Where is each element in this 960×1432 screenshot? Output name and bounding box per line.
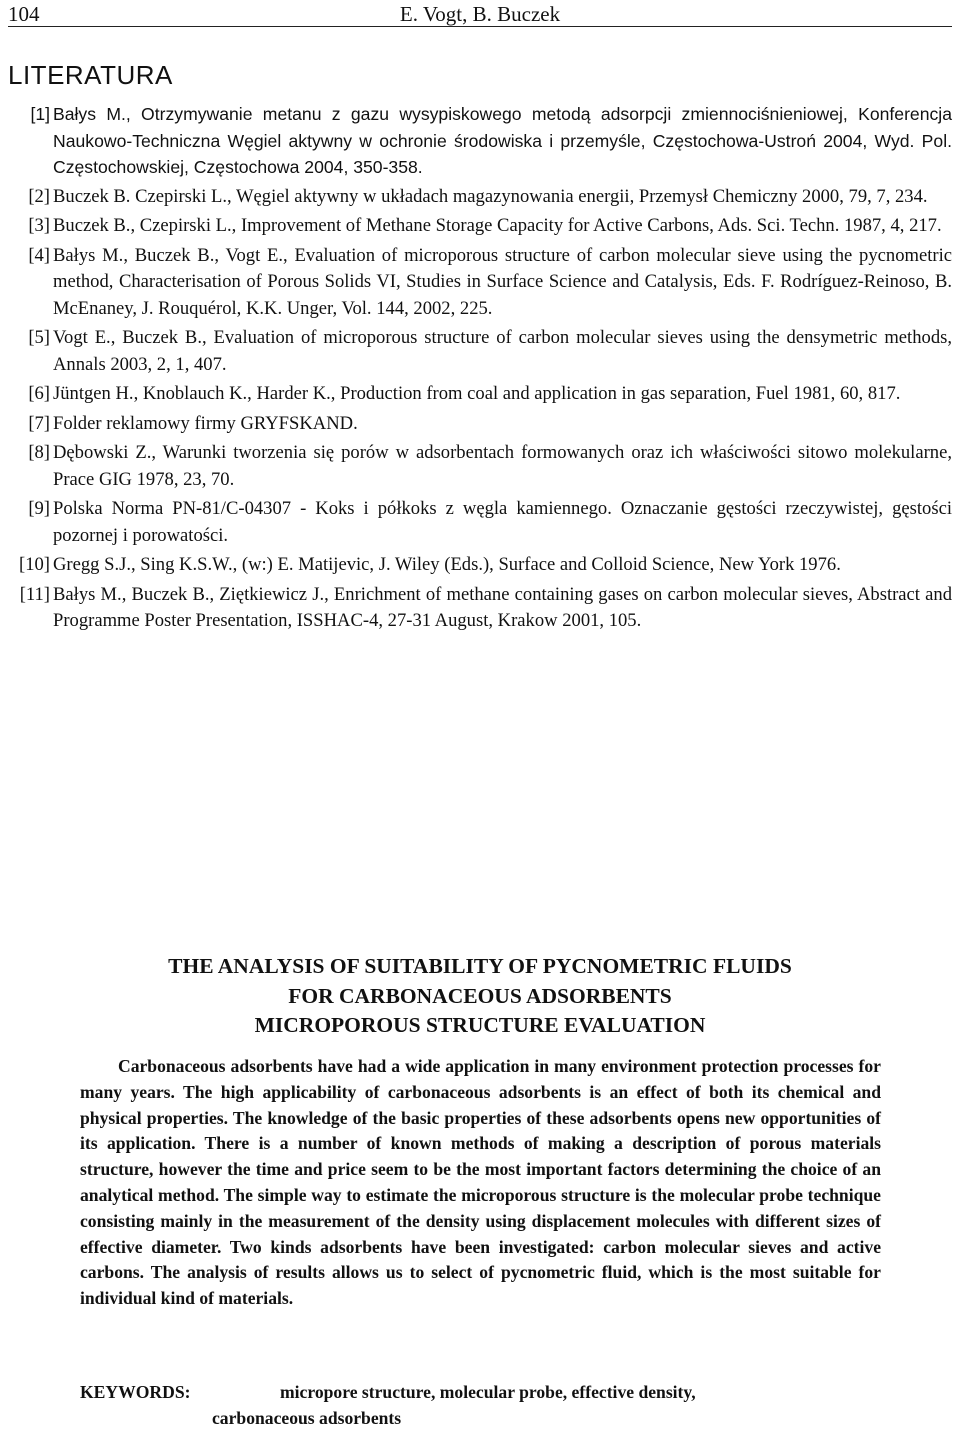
reference-text: Buczek B. Czepirski L., Węgiel aktywny w układach magazynowania energii, Przemysł Chemiczny 2000, 79, 7, 234. xyxy=(53,185,928,207)
reference-item xyxy=(8,496,952,549)
reference-number: [1] xyxy=(30,104,50,124)
keywords xyxy=(80,1380,881,1432)
reference-item xyxy=(8,325,952,378)
reference-item xyxy=(8,213,952,240)
reference-number: [2] xyxy=(28,185,50,207)
section-title: LITERATURA xyxy=(8,60,173,90)
reference-item xyxy=(8,381,952,408)
reference-text: Polska Norma PN-81/C-04307 - Koks i półkoks z węgla kamiennego. Oznaczanie gęstości rzeczywistej, gęstości pozornej i porowatości. xyxy=(53,498,952,546)
reference-item xyxy=(8,184,952,211)
reference-text: Vogt E., Buczek B., Evaluation of microporous structure of carbon molecular sieves using the densymetric methods, Annals 2003, 2, 1, 407. xyxy=(53,327,952,375)
reference-text: Bałys M., Buczek B., Vogt E., Evaluation of microporous structure of carbon molecular sieve using the pycnometric method, Characterisation of Porous Solids VI, Studies in Surface Science and Catalysis, Eds. F. Rodríguez-Reinoso, B. McEnaney, J. Rouquérol, K.K. Unger, Vol. 144, 2002, 225. xyxy=(53,244,952,319)
abstract-title-line: MICROPOROUS STRUCTURE EVALUATION xyxy=(254,1013,706,1037)
running-title: E. Vogt, B. Buczek xyxy=(399,2,561,26)
reference-text: Dębowski Z., Warunki tworzenia się porów w adsorbentach formowanych oraz ich właściwości sitowo molekularne, Prace GIG 1978, 23, 70. xyxy=(53,442,952,490)
reference-text: Jüntgen H., Knoblauch K., Harder K., Production from coal and application in gas separation, Fuel 1981, 60, 817. xyxy=(53,383,901,404)
keywords-line-2: carbonaceous adsorbents xyxy=(212,1407,402,1428)
keywords-line-1: micropore structure, molecular probe, effective density, xyxy=(280,1382,696,1402)
reference-number: [7] xyxy=(28,412,50,434)
reference-number: [6] xyxy=(28,383,50,404)
reference-item xyxy=(8,440,952,493)
abstract-title-line: FOR CARBONACEOUS ADSORBENTS xyxy=(288,983,672,1008)
abstract-title xyxy=(0,952,960,1041)
reference-item xyxy=(8,101,952,181)
reference-number: [10] xyxy=(19,554,50,575)
reference-number: [11] xyxy=(19,583,50,605)
reference-number: [4] xyxy=(28,244,50,266)
reference-item xyxy=(8,243,952,323)
abstract-title-line: THE ANALYSIS OF SUITABILITY OF PYCNOMETRIC FLUIDS xyxy=(168,954,792,978)
page-number: 104 xyxy=(8,2,40,26)
reference-number: [5] xyxy=(28,327,50,348)
reference-number: [8] xyxy=(28,442,50,463)
reference-item xyxy=(8,411,952,438)
keywords-label: KEYWORDS: xyxy=(80,1382,191,1402)
running-header xyxy=(8,0,952,27)
reference-text: Folder reklamowy firmy GRYFSKAND. xyxy=(53,412,358,434)
reference-item xyxy=(8,582,952,635)
abstract-body: Carbonaceous adsorbents have had a wide application in many environment protection processes for many years. The high applicability of carbonaceous adsorbents is an effect of both its chemical and physical properties. The knowledge of the basic properties of these adsorbents opens new opportunities of its application. There is a number of known methods of making a description of porous materials structure, however the time and price seem to be the most important factors determining the choice of an analytical method. The simple way to estimate the microporous structure is the molecular probe technique consisting mainly in the measurement of the density using displacement molecules with different sizes of effective diameter. Two kinds adsorbents have been investigated: carbon molecular sieves and active carbons. The analysis of results allows us to select of pycnometric fluid, which is the most suitable for individual kind of materials. xyxy=(80,1056,881,1309)
reference-text: Bałys M., Otrzymywanie metanu z gazu wysypiskowego metodą adsorpcji zmiennociśnieniowej, Konferencja Naukowo-Techniczna Węgiel aktywny w ochronie środowiska i przemyśle, Częstochowa-Ustroń 2004, Wyd. Pol. Częstochowskiej, Częstochowa 2004, 350-358. xyxy=(53,104,952,177)
reference-list xyxy=(8,101,952,638)
reference-item xyxy=(8,552,952,579)
reference-text: Gregg S.J., Sing K.S.W., (w:) E. Matijevic, J. Wiley (Eds.), Surface and Colloid Science, New York 1976. xyxy=(53,554,841,575)
reference-text: Bałys M., Buczek B., Ziętkiewicz J., Enrichment of methane containing gases on carbon molecular sieves, Abstract and Programme Poster Presentation, ISSHAC-4, 27-31 August, Krakow 2001, 105. xyxy=(53,583,952,631)
reference-number: [9] xyxy=(28,498,50,519)
reference-number: [3] xyxy=(28,215,50,236)
reference-text: Buczek B., Czepirski L., Improvement of Methane Storage Capacity for Active Carbons, Ads. Sci. Techn. 1987, 4, 217. xyxy=(53,215,942,236)
